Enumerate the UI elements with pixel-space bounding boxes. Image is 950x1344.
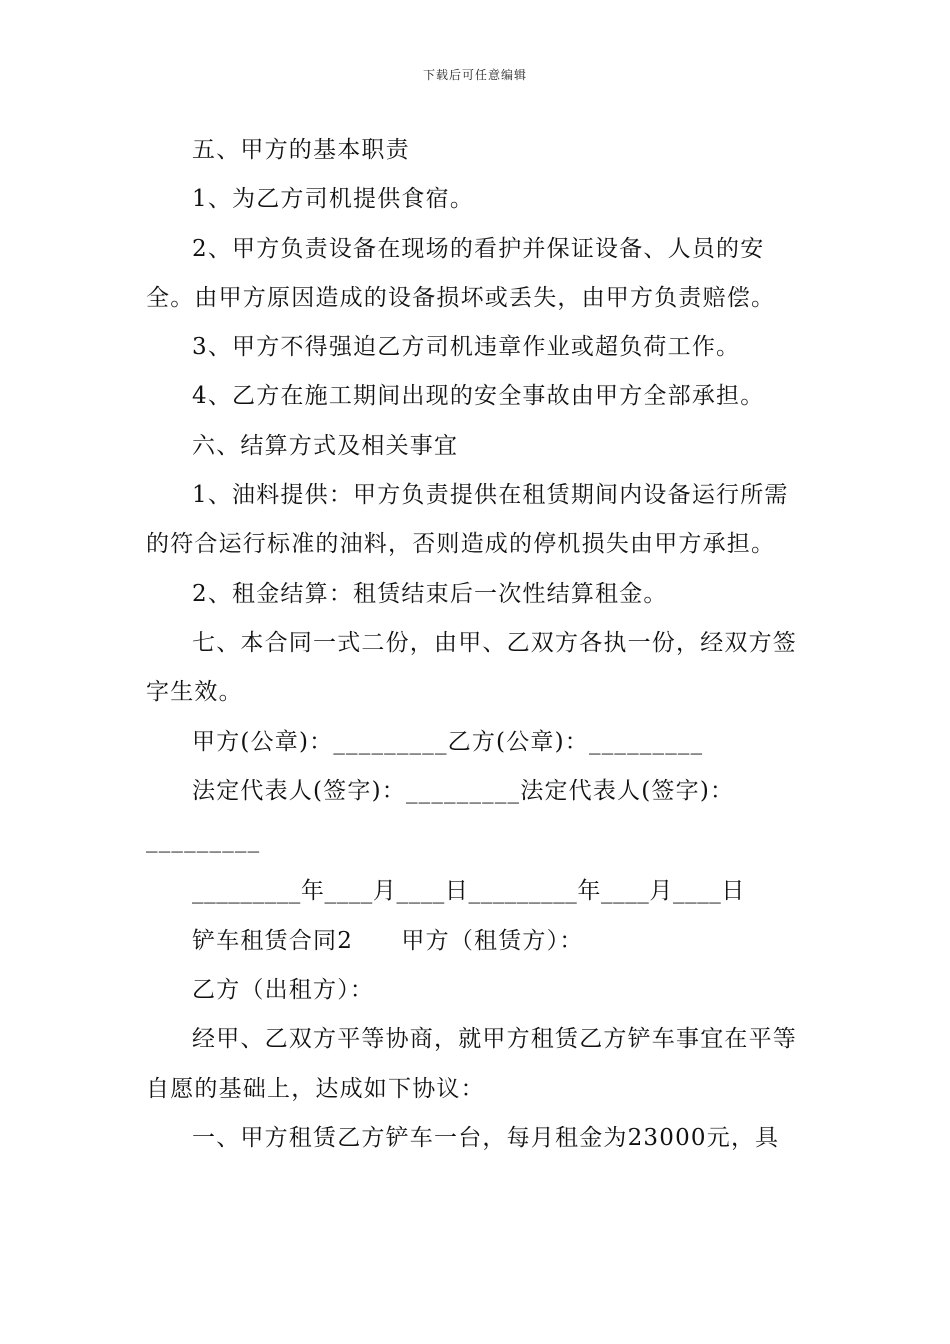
section-heading-6: 六、结算方式及相关事宜 — [192, 432, 459, 459]
section-heading-5: 五、甲方的基本职责 — [192, 137, 410, 163]
header-note: 下载后可任意编辑 — [422, 68, 527, 82]
date-line: _________年____月____日_________年____月____日 — [192, 878, 745, 905]
clause-5-3: 3、甲方不得强迫乙方司机违章作业或超负荷工作。 — [192, 334, 741, 361]
seal-line: 甲方(公章)：_________乙方(公章)：_________ — [192, 728, 704, 755]
contract-body — [146, 126, 808, 1163]
contract-2-title: 铲车租赁合同2 甲方（租赁方）： — [192, 927, 584, 954]
clause-5-1: 1、为乙方司机提供食宿。 — [192, 186, 475, 213]
clause-6-1: 1、油料提供：甲方负责提供在租赁期间内设备运行所需的符合运行标准的油料，否则造成的停机损失由甲方承担。 — [146, 482, 789, 558]
preamble: 经甲、乙双方平等协商，就甲方租赁乙方铲车事宜在平等自愿的基础上，达成如下协议： — [146, 1026, 797, 1102]
clause-6-2: 2、租金结算：租赁结束后一次性结算租金。 — [192, 580, 668, 607]
clause-7: 七、本合同一式二份，由甲、乙双方各执一份，经双方签字生效。 — [146, 629, 797, 706]
signature-line: 法定代表人(签字)：_________法定代表人(签字)：_________ — [146, 777, 735, 854]
clause-1: 一、甲方租赁乙方铲车一台，每月租金为23000元，具 — [192, 1124, 780, 1151]
party-b-line: 乙方（出租方）： — [192, 977, 375, 1004]
clause-5-2: 2、甲方负责设备在现场的看护并保证设备、人员的安全。由甲方原因造成的设备损坏或丢失，由甲方负责赔偿。 — [146, 235, 776, 311]
clause-5-4: 4、乙方在施工期间出现的安全事故由甲方全部承担。 — [192, 383, 765, 410]
